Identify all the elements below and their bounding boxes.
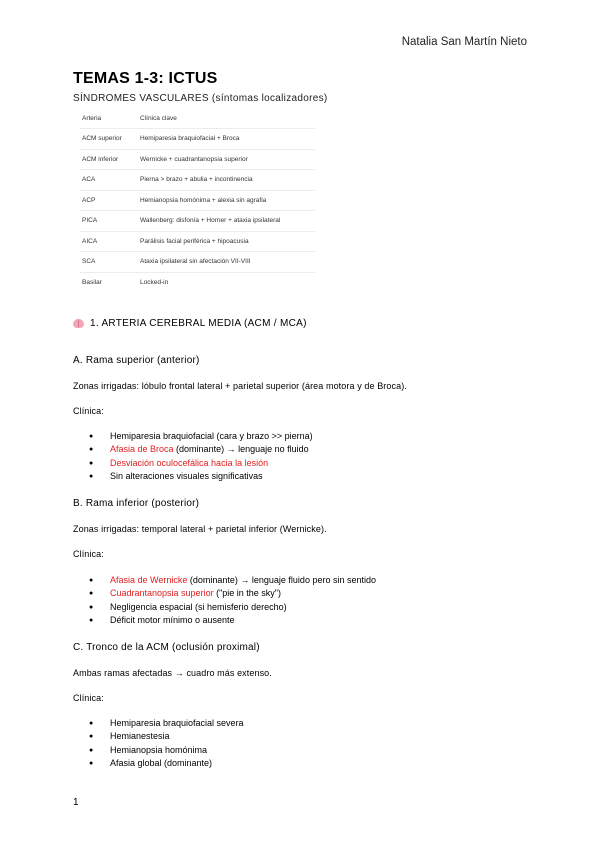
list-item <box>73 430 313 443</box>
clinica-list-superior <box>73 430 313 483</box>
section-heading-text: 1. ARTERIA CEREBRAL MEDIA (ACM / MCA) <box>90 318 307 329</box>
table-cell-artery: ACA <box>80 170 138 191</box>
list-item <box>73 757 244 770</box>
list-item-text: Hemiparesia braquiofacial (cara y brazo >> pierna) <box>110 431 313 441</box>
clinica-label: Clínica: <box>73 549 104 559</box>
subheading-tronco: C. Tronco de la ACM (oclusión proximal) <box>73 642 260 653</box>
list-item <box>73 744 244 757</box>
table-cell-artery: ACP <box>80 190 138 211</box>
table-cell-artery: SCA <box>80 252 138 273</box>
list-item-text: Sin alteraciones visuales significativas <box>110 470 263 481</box>
zonas-irrigadas-inferior: Zonas irrigadas: temporal lateral + parietal inferior (Wernicke). <box>73 524 327 534</box>
document-subtitle: SÍNDROMES VASCULARES (síntomas localizadores) <box>73 93 328 104</box>
table-cell-clinic: Ataxia ipsilateral sin afectación VII-VIII <box>138 252 315 273</box>
list-item-text: Déficit motor mínimo o ausente <box>110 614 235 625</box>
clinica-label: Clínica: <box>73 406 104 416</box>
table-header-clinic: Clínica clave <box>138 108 315 129</box>
zonas-irrigadas-superior: Zonas irrigadas: lóbulo frontal lateral + parietal superior (área motora y de Broca). <box>73 381 407 391</box>
table-cell-clinic: Hemianopsia homónima + alexia sin agrafia <box>138 190 315 211</box>
subheading-rama-inferior: B. Rama inferior (posterior) <box>73 498 200 509</box>
list-item <box>73 730 244 743</box>
list-item-highlight: Desviación oculocefálica hacia la lesión <box>110 457 269 468</box>
table-cell-clinic: Pierna > brazo + abulia + incontinencia <box>138 170 315 191</box>
table-header-row <box>80 108 315 129</box>
table-row <box>80 211 315 232</box>
ambas-ramas-text: Ambas ramas afectadas → cuadro más extenso. <box>73 668 272 678</box>
table-cell-artery: AICA <box>80 231 138 252</box>
page-number: 1 <box>73 797 79 808</box>
list-item-text: Hemianopsia homónima <box>110 744 208 755</box>
table-cell-artery: ACM superior <box>80 129 138 150</box>
author-name: Natalia San Martín Nieto <box>401 36 527 48</box>
vascular-syndromes-table <box>80 108 315 292</box>
table-row <box>80 170 315 191</box>
brain-icon <box>73 319 84 328</box>
table-row <box>80 149 315 170</box>
table-cell-clinic: Hemiparesia braquiofacial + Broca <box>138 129 315 150</box>
list-item-text: (dominante) → lenguaje no fluido <box>173 444 309 455</box>
list-item <box>73 443 313 456</box>
table-header-artery: Arteria <box>80 108 138 129</box>
list-item-highlight: Cuadrantanopsia superior <box>110 588 214 599</box>
table-row <box>80 272 315 292</box>
table-row <box>80 190 315 211</box>
section-heading-acm <box>73 318 307 329</box>
table-cell-artery: ACM inferior <box>80 149 138 170</box>
table-cell-artery: PICA <box>80 211 138 232</box>
list-item-text: Hemiparesia braquiofacial severa <box>110 718 244 728</box>
table-cell-clinic: Parálisis facial periférica + hipoacusia <box>138 231 315 252</box>
clinica-list-tronco <box>73 717 244 770</box>
table-cell-clinic: Wallenberg: disfonía + Horner + ataxia ipsilateral <box>138 211 315 232</box>
table-cell-artery: Basilar <box>82 278 102 286</box>
table-cell-clinic: Locked-in <box>140 278 169 286</box>
list-item-highlight: Afasia de Broca <box>110 444 174 455</box>
list-item <box>73 614 376 627</box>
list-item-text: (dominante) → lenguaje fluido pero sin sentido <box>187 575 376 585</box>
list-item-text: ("pie in the sky") <box>213 588 281 599</box>
list-item-text: Afasia global (dominante) <box>110 757 213 768</box>
list-item <box>73 587 376 600</box>
list-item <box>73 457 313 470</box>
document-title: TEMAS 1-3: ICTUS <box>73 70 218 87</box>
table-cell-clinic: Wernicke + cuadrantanopsia superior <box>138 149 315 170</box>
list-item <box>73 574 376 587</box>
clinica-list-inferior <box>73 574 376 627</box>
table-row <box>80 252 315 273</box>
table-row <box>80 129 315 150</box>
list-item-text: Hemianestesia <box>110 731 170 742</box>
subheading-rama-superior: A. Rama superior (anterior) <box>73 355 200 366</box>
list-item <box>73 470 313 483</box>
clinica-label: Clínica: <box>73 693 104 703</box>
list-item <box>73 601 376 614</box>
list-item-highlight: Afasia de Wernicke <box>110 575 188 585</box>
list-item-text: Negligencia espacial (si hemisferio derecho) <box>110 601 287 612</box>
table-row <box>80 231 315 252</box>
list-item <box>73 717 244 730</box>
